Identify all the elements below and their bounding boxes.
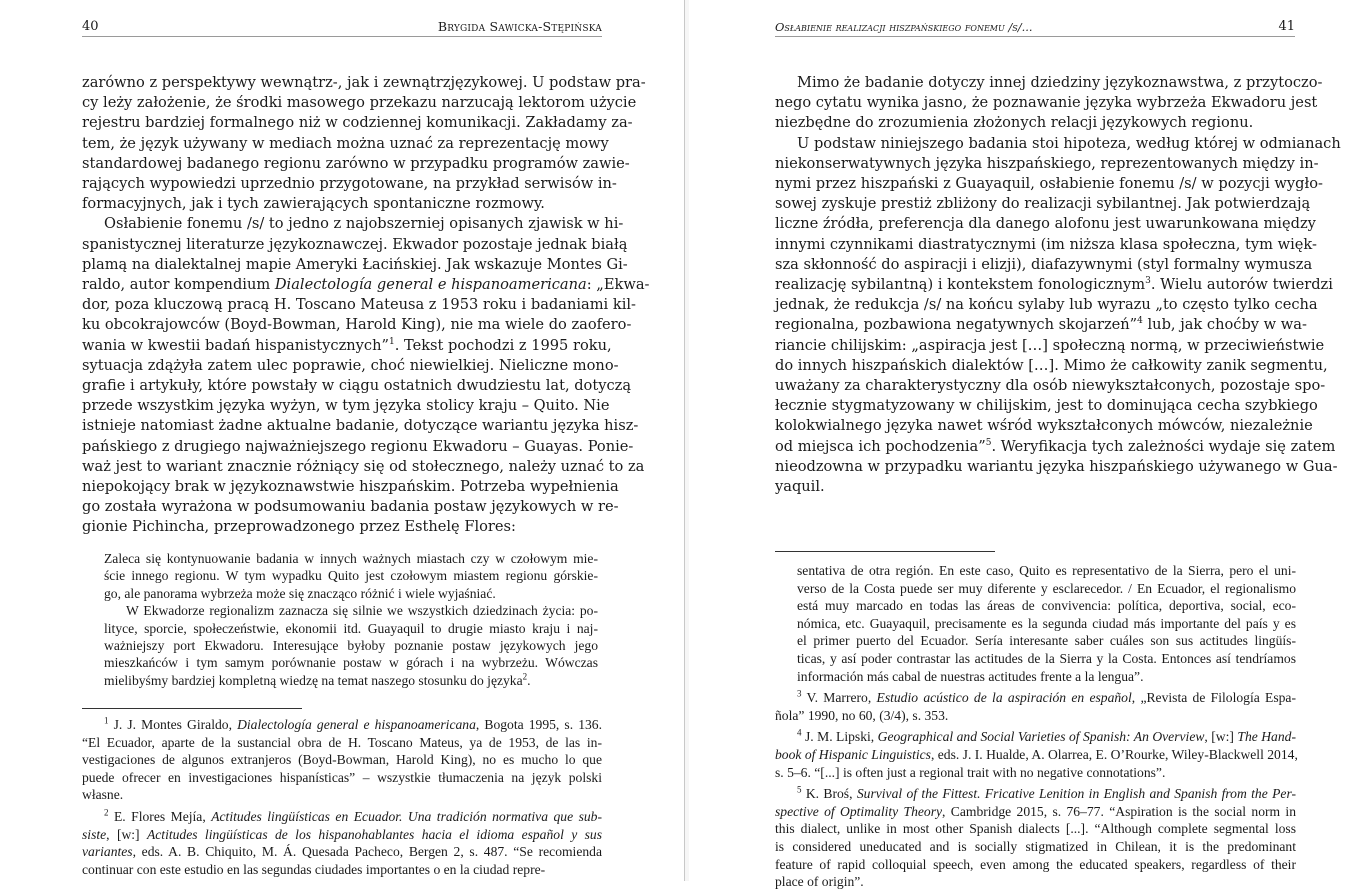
text-line [775, 214, 1316, 234]
text-run: liczne źródła, preferencja dla danego alofonu jest uwarunkowana między [775, 215, 1316, 233]
footnote-marker: 4 [797, 727, 802, 738]
text-line [775, 174, 1323, 194]
text-run: niezbędne do zrozumienia złożonych relacji językowych regionu. [775, 114, 1254, 132]
text-line [104, 585, 598, 602]
text-line [775, 73, 1323, 93]
text-run: rejestru bardziej formalnego niż w codziennej komunikacji. Zakładamy za- [82, 114, 633, 132]
text-run: formacyjnych, jak i tych zawierających spontaniczne rozmowy. [82, 195, 545, 213]
text-run: mielibyśmy bardziej kompletną wiedzę na temat naszego stosunku do języka [104, 672, 523, 688]
text-run: is considered uneducated and is socially stigmatized in Chilean, it is the predominant [775, 838, 1296, 854]
left-footnotes [82, 716, 602, 878]
text-line [775, 856, 1296, 874]
text-run: wania w kwestii badań hispanistycznych” [82, 336, 389, 354]
right-page [689, 0, 1368, 890]
paragraph [82, 214, 650, 537]
text-run: go, ale panorama wybrzeża może się znacząco różnić i wiele wyjaśniać. [104, 585, 496, 601]
text-line [82, 517, 602, 537]
text-line [82, 154, 630, 174]
footnote-marker: 1 [104, 715, 109, 726]
text-line [82, 477, 619, 497]
text-run: niekonserwatywnych języka hiszpańskiego, reprezentowanych między in- [775, 154, 1319, 172]
text-run: vestigaciones de algunos extranjeros (Boyd-Bowman, Harold King), no es mucho lo que [82, 752, 602, 768]
text-run: innymi czynnikami diastratycznymi (im niższa klasa społeczna, tym więk- [775, 235, 1317, 253]
text-run: Survival of the Fittest. Fricative Lenition in English and Spanish from the Per- [856, 786, 1296, 802]
text-line [775, 134, 1341, 154]
text-line [775, 275, 1333, 295]
text-run: Estudio acústico de la aspiración en español [876, 690, 1132, 706]
text-run: ñola” 1990, no 60, (3/4), s. 353. [775, 707, 949, 723]
text-line [82, 843, 602, 861]
text-run: J. M. Lipski, [801, 729, 878, 745]
text-line [775, 376, 1326, 396]
text-run: przede wszystkim języka wyżyn, w tym języka stolicy kraju – Quito. Nie [82, 397, 610, 415]
right-page-number: 41 [1278, 19, 1295, 34]
text-run: . Wielu autorów twierdzi [1150, 276, 1333, 294]
text-run: E. Flores Mejía, [108, 808, 212, 824]
footnote-marker: 2 [104, 807, 109, 818]
text-run: uważany za charakterystyczny dla osób niewykształconych, pozostaje spo- [775, 377, 1326, 395]
text-line [82, 808, 602, 826]
text-run: W Ekwadorze regionalizm zaznacza się silnie we wszystkich dziedzinach życia: po- [126, 603, 598, 619]
text-line [775, 396, 1318, 416]
text-run: ważniejszy port Ekwadoru. Interesujące byłoby poznanie postaw językowych jego [104, 638, 598, 654]
text-run: nieodzowna w przypadku wariantu języka hiszpańskiego używanego w Gua- [775, 457, 1338, 475]
text-line [775, 632, 1296, 650]
text-run: tem, że język używany w mediach można uznać za reprezentację mowy [82, 134, 609, 152]
paragraph [775, 73, 1323, 134]
text-line [104, 602, 598, 619]
text-line [82, 376, 632, 396]
paragraph [775, 689, 1296, 724]
left-footnote-rule [82, 708, 302, 709]
text-line [775, 615, 1296, 633]
text-run: nymi przez hiszpański z Guayaquil, osłabienie fonemu /s/ w pozycji wygło- [775, 175, 1323, 193]
text-run: jednak, że redukcja /s/ na końcu sylaby lub wyrazu „to często tylko cecha [775, 296, 1318, 314]
text-run: mieszkańców i tym samym porównanie postaw w górach i na wybrzeżu. Wówczas [104, 655, 598, 671]
text-run: ticas, y así poder contrastar las actitudes de la Sierra y la Costa. Entonces así tendríamos [797, 650, 1296, 666]
text-run: istnieje natomiast żadne aktualne badanie, dotyczące wariantu języka hisz- [82, 417, 639, 435]
text-run: kolokwialnego języka nawet wśród wykształconych mówców, niezależnie [775, 417, 1313, 435]
text-run: , [w:] [106, 826, 147, 842]
text-run: , [w:] [1204, 729, 1238, 745]
text-run: sentativa de otra región. En este caso, Quito es representativo de la Sierra, pero el uni- [797, 563, 1296, 578]
text-line [104, 550, 598, 567]
text-line [82, 457, 645, 477]
text-line [82, 751, 602, 769]
left-page-number: 40 [82, 19, 99, 34]
text-line [775, 580, 1296, 598]
text-run: łecznie stygmatyzowany w chilijskim, jest to dominująca cecha szybkiego [775, 397, 1318, 415]
text-run: rających wypowiedzi uprzednio przygotowane, na przykład serwisów in- [82, 175, 617, 193]
right-footnotes [775, 562, 1296, 891]
text-line [82, 315, 632, 335]
text-line [82, 174, 617, 194]
text-run: ście innego regionu. W tym wypadku Quito jest czołowym miastem regionu górskie- [104, 568, 598, 584]
text-run: nego cytatu wynika jasno, że poznawanie języka wybrzeża Ekwadoru jest [775, 94, 1318, 112]
text-run: plamą na dialektalnej mapie Ameryki Łacińskiej. Jak wskazuje Montes Gi- [82, 255, 628, 273]
paragraph [82, 716, 602, 804]
text-run: grafie i artykuły, które powstały w ciągu ostatnich dwudziestu lat, dotyczą [82, 377, 632, 395]
text-run: własne. [82, 787, 124, 803]
text-line [775, 457, 1338, 477]
text-line [82, 134, 609, 154]
text-run: Actitudes lingüísticas en Ecuador. Una tradición normativa que sub- [211, 808, 602, 824]
text-line [82, 194, 602, 214]
text-run: dor, poza kluczową pracą H. Toscano Mateusa z 1953 roku i badaniami kil- [82, 296, 636, 314]
text-line [775, 668, 1296, 686]
text-line [82, 437, 634, 457]
text-line [82, 826, 602, 844]
text-run: spanistycznej literaturze językoznawczej. Ekwador pozostaje jednak białą [82, 235, 628, 253]
footnote-marker: 3 [797, 688, 802, 699]
text-run: raldo, autor kompendium [82, 276, 275, 294]
footnote-marker: 5 [797, 784, 802, 795]
text-line [775, 873, 1296, 891]
text-run: , eds. A. B. Chiquito, M. Á. Quesada Pacheco, Bergen 2, s. 487. “Se recomienda [132, 844, 602, 860]
text-line [82, 396, 610, 416]
footnote-marker: 3 [1145, 276, 1151, 287]
right-running-head: Osłabienie realizacji hiszpańskiego fonemu /s/... [775, 20, 1033, 34]
text-line [775, 154, 1319, 174]
text-run: , Cambridge 2015, s. 76–77. “Aspiration is the social norm in [942, 803, 1297, 819]
text-run: U podstaw niniejszego badania stoi hipoteza, według której w odmianach [797, 134, 1341, 152]
text-line [104, 567, 598, 584]
text-run: , „Revista de Filología Espa- [1131, 690, 1296, 706]
text-line [775, 477, 1295, 497]
text-run: K. Broś, [801, 786, 857, 802]
text-line [775, 295, 1318, 315]
text-run: Zaleca się kontynuowanie badania w innych ważnych miastach czy w czołowym mie- [104, 551, 598, 566]
paragraph [775, 134, 1341, 498]
text-run: Osłabienie fonemu /s/ to jedno z najobszerniej opisanych zjawisk w hi- [104, 215, 624, 233]
text-line [82, 235, 628, 255]
text-line [775, 650, 1296, 668]
text-line [775, 764, 1296, 782]
text-run: gionie Pichincha, przeprowadzonego przez Esthelę Flores: [82, 518, 516, 536]
paragraph [775, 728, 1296, 781]
text-run: está muy marcado en todas las áreas de convivencia: política, deportiva, social, eco- [797, 598, 1296, 614]
block-quote [104, 550, 598, 689]
text-line [82, 769, 602, 787]
text-run: cy leży założenie, że środki masowego przekazu narzucają lektorom użycie [82, 94, 637, 112]
text-run: nómica, etc. Guayaquil, precisamente es la segunda ciudad más importante del país y es [797, 615, 1296, 631]
text-run: ku obcokrajowców (Boyd-Bowman, Harold King), nie ma wiele do zaofero- [82, 316, 632, 334]
text-line [775, 820, 1296, 838]
text-run: el primer puerto del Ecuador. Sería interesante saber cuáles son sus actitudes lingüís- [797, 633, 1296, 649]
text-run: feature of rapid colloquial speech, even among the educated speakers, regardless of their [775, 856, 1296, 872]
text-run: Dialectología general e hispanoamericana [274, 276, 587, 294]
paragraph [104, 550, 598, 602]
text-line [775, 235, 1317, 255]
text-run: V. Marrero, [801, 690, 877, 706]
text-run: Actitudes lingüísticas de los hispanohablantes hacia el idioma español y sus [146, 826, 603, 842]
right-footnote-rule [775, 551, 995, 552]
text-run: continuar con este estudio en las segundas ciudades importantes o en la ciudad repre- [82, 861, 546, 877]
text-run: . [527, 672, 531, 688]
text-line [82, 356, 619, 376]
text-line [82, 73, 646, 93]
text-run: “El Ecuador, aparte de la sustancial obra de H. Toscano Mateus, ya de 1953, de las in- [82, 734, 602, 750]
text-run: Dialectología general e hispanoamericana [237, 717, 476, 732]
text-run: Mimo że badanie dotyczy innej dziedziny językoznawstwa, z przytoczo- [797, 74, 1323, 91]
right-body-text [775, 73, 1341, 497]
text-line [82, 255, 628, 275]
text-line [82, 275, 650, 295]
text-line [775, 707, 1296, 725]
text-line [775, 838, 1296, 856]
text-line [82, 734, 602, 752]
text-run: standardowej badanego regionu zarówno w przypadku programów zawie- [82, 154, 630, 172]
left-page-header [82, 18, 602, 37]
text-line [82, 113, 633, 133]
text-line [775, 597, 1296, 615]
footnote-marker: 5 [985, 437, 992, 448]
text-run: . Weryfikacja tych zależności wydaje się zatem [991, 437, 1336, 455]
text-line [775, 689, 1296, 707]
paragraph [104, 602, 598, 689]
footnote-marker: 1 [388, 336, 395, 347]
text-run: book of Hispanic Linguistics [775, 746, 931, 762]
text-line [775, 562, 1296, 580]
text-run: siste [82, 826, 107, 842]
text-run: od miejsca ich pochodzenia” [775, 437, 986, 455]
text-run: lub, jak choćby w wa- [1142, 316, 1307, 334]
text-run: s. 5–6. “[...] is often just a regional trait with no negative connotations”. [775, 764, 1166, 780]
text-line [82, 336, 612, 356]
text-run: verso de la Costa puede ser muy diferente y esclarecedor. / En Ecuador, el regionalismo [797, 580, 1296, 596]
text-run: niepokojący brak w językoznawstwie hiszpańskim. Potrzeba wypełnienia [82, 478, 619, 496]
text-run: sza skłonność do aspiracji i elizji), diafazywnymi (styl formalny wymusza [775, 255, 1313, 273]
footnote-marker: 2 [522, 671, 528, 682]
text-run: spective of Optimality Theory [775, 803, 943, 819]
left-page [0, 0, 684, 881]
text-line [775, 93, 1318, 113]
text-line [104, 672, 598, 689]
text-run: Geographical and Social Varieties of Spanish: An Overview [877, 729, 1205, 745]
text-line [775, 315, 1307, 335]
text-line [775, 746, 1296, 764]
text-run: realizację sybilantną) i kontekstem fonologicznym [775, 276, 1146, 294]
text-line [104, 620, 598, 637]
text-run: pańskiego z drugiego najważniejszego regionu Ekwadoru – Guayas. Ponie- [82, 437, 634, 455]
text-line [82, 295, 636, 315]
text-run: . Tekst pochodzi z 1995 roku, [394, 336, 612, 354]
text-run: sowej zyskuje prestiż zbliżony do realizacji sybilantnej. Jak potwierdzają [775, 195, 1311, 213]
text-line [104, 654, 598, 671]
paragraph [82, 808, 602, 878]
paragraph [775, 562, 1296, 685]
text-run: zarówno z perspektywy wewnątrz-, jak i zewnątrzjęzykowej. U podstaw pra- [82, 74, 646, 91]
text-run: puede ofrecer en investigaciones hispanísticas” – wszystkie tłumaczenia na język polski [82, 769, 602, 785]
text-run: lityce, sporcie, społeczeństwie, ekonomii itd. Guayaquil to drugie miasto kraju i naj- [104, 620, 598, 636]
text-line [82, 786, 602, 804]
text-run: , eds. J. I. Hualde, A. Olarrea, E. O’Rourke, Wiley-Blackwell 2014, [930, 746, 1298, 762]
text-line [775, 356, 1328, 376]
text-line [775, 255, 1313, 275]
text-line [775, 194, 1311, 214]
text-run: this dialect, unlike in most other Spanish dialects [...]. “Although complete segmental loss [775, 821, 1296, 837]
text-run: sytuacja zdążyła zatem ulec poprawie, choć niewielkiej. Nieliczne mono- [82, 356, 619, 374]
text-run: regionalna, pozbawiona negatywnych skojarzeń” [775, 316, 1138, 334]
text-line [82, 416, 639, 436]
text-line [82, 497, 619, 517]
footnote-marker: 4 [1137, 316, 1143, 327]
text-run: riancie chilijskim: „aspiracja jest […] społeczną normą, w przeciwieństwie [775, 336, 1325, 354]
text-run: : „Ekwa- [586, 276, 650, 294]
text-line [775, 437, 1336, 457]
text-run: variantes [82, 844, 133, 860]
text-run: waż jest to wariant znacznie różniący się od stołecznego, należy uznać to za [82, 457, 645, 475]
text-line [82, 93, 637, 113]
left-running-head: Brygida Sawicka-Stępińska [437, 19, 602, 34]
text-run: yaquil. [775, 478, 825, 496]
left-body-text [82, 73, 650, 538]
text-run: do innych hiszpańskich dialektów […]. Mimo że całkowity zanik segmentu, [775, 356, 1328, 374]
text-line [104, 637, 598, 654]
text-line [82, 861, 602, 879]
text-run: place of origin”. [775, 874, 864, 890]
text-line [82, 214, 624, 234]
paragraph [775, 785, 1296, 891]
text-line [775, 785, 1296, 803]
text-run: , Bogota 1995, s. 136. [475, 717, 602, 732]
text-line [82, 716, 602, 734]
text-run: J. J. Montes Giraldo, [108, 717, 238, 732]
text-line [775, 416, 1313, 436]
text-run: The Hand- [1237, 729, 1296, 745]
text-run: go została wyrażona w podsumowaniu badania postaw językowych w re- [82, 498, 619, 516]
text-line [775, 803, 1296, 821]
paragraph [82, 73, 646, 214]
right-page-header [775, 18, 1295, 37]
text-line [775, 113, 1295, 133]
text-line [775, 728, 1296, 746]
text-line [775, 336, 1325, 356]
text-run: información más cabal de nuestras actitudes frente a la lengua”. [797, 668, 1144, 684]
